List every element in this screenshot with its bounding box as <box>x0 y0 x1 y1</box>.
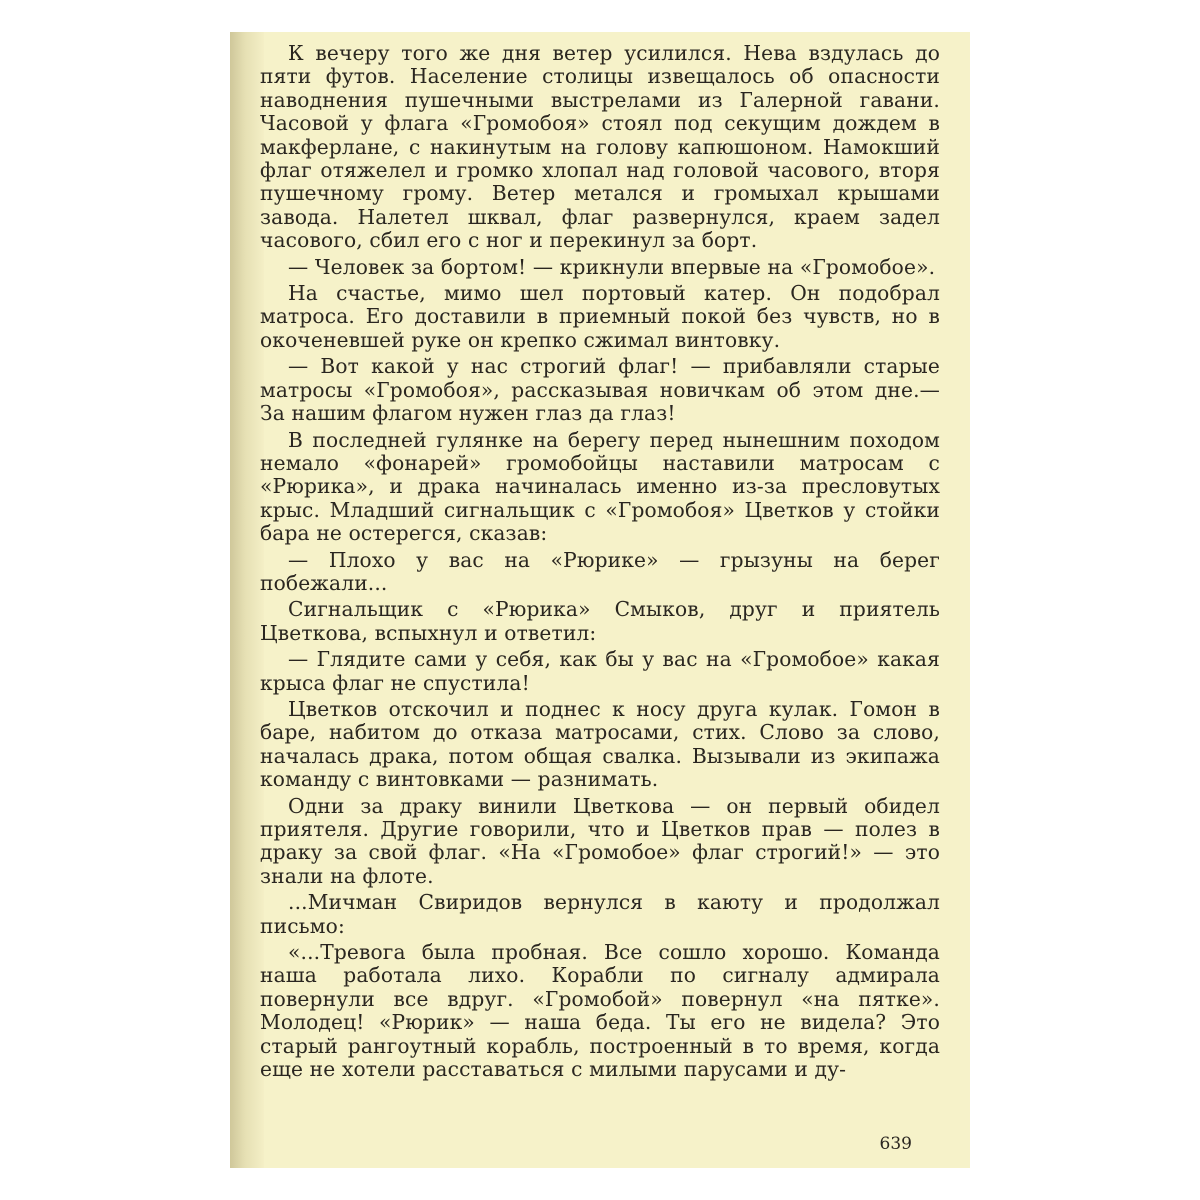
book-page <box>230 32 970 1168</box>
paragraph-7: Сигнальщик с «Рюрика» Смыков, друг и приятель Цветкова, вспыхнул и ответил: <box>260 597 940 645</box>
paragraph-5: В последней гулянке на берегу перед нынешним походом немало «фонарей» громобойцы наставили матросам с «Рюрика», и драка начиналась именно из-за пресловутых крыс. Младший сигнальщик с «Громобоя» Цветков у стойки бара не остерегся, сказав: <box>260 427 940 546</box>
paragraph-6: — Плохо у вас на «Рюрике» — грызуны на берег побежали... <box>260 547 940 595</box>
paragraph-12: «...Тревога была пробная. Все сошло хорошо. Команда наша работала лихо. Корабли по сигналу адмирала повернули все вдруг. «Громобой» повернул «на пятке». Молодец! «Рюрик» — наша беда. Ты его не видела? Это старый рангоутный корабль, построенный в то время, когда еще не хотели расставаться с милыми парусами и ду- <box>260 940 940 1082</box>
page-number: 639 <box>879 1134 912 1154</box>
paragraph-1: К вечеру того же дня ветер усилился. Нева вздулась до пяти футов. Население столицы извещалось об опасности наводнения пушечными выстрелами из Галерной гавани. Часовой у флага «Громобоя» стоял под секущим дождем в макферлане, с накинутым на голову капюшоном. Намокший флаг отяжелел и громко хлопал над головой часового, вторя пушечному грому. Ветер метался и громыхал крышами завода. Налетел шквал, флаг развернулся, краем задел часового, сбил его с ног и перекинул за борт. <box>260 41 940 253</box>
page-body-text <box>260 42 940 1084</box>
paragraph-3: На счастье, мимо шел портовый катер. Он подобрал матроса. Его доставили в приемный покой без чувств, но в окоченевшей руке он крепко сжимал винтовку. <box>260 281 940 352</box>
paragraph-10: Одни за драку винили Цветкова — он первый обидел приятеля. Другие говорили, что и Цветков прав — полез в драку за свой флаг. «На «Громобое» флаг строгий!» — это знали на флоте. <box>260 793 940 888</box>
page-gutter <box>230 32 264 1168</box>
paragraph-9: Цветков отскочил и поднес к носу друга кулак. Гомон в баре, набитом до отказа матросами, стих. Слово за слово, началась драка, потом общая свалка. Вызывали из экипажа команду с винтовками — разнимать. <box>260 696 940 792</box>
paragraph-11: ...Мичман Свиридов вернулся в каюту и продолжал письмо: <box>260 890 940 938</box>
paragraph-4: — Вот какой у нас строгий флаг! — прибавляли старые матросы «Громобоя», рассказывая новичкам об этом дне.— За нашим флагом нужен глаз да глаз! <box>260 354 940 426</box>
paragraph-8: — Глядите сами у себя, как бы у вас на «Громобое» какая крыса флаг не спустила! <box>260 647 940 695</box>
paragraph-2: — Человек за бортом! — крикнули впервые на «Громобое». <box>288 254 936 279</box>
